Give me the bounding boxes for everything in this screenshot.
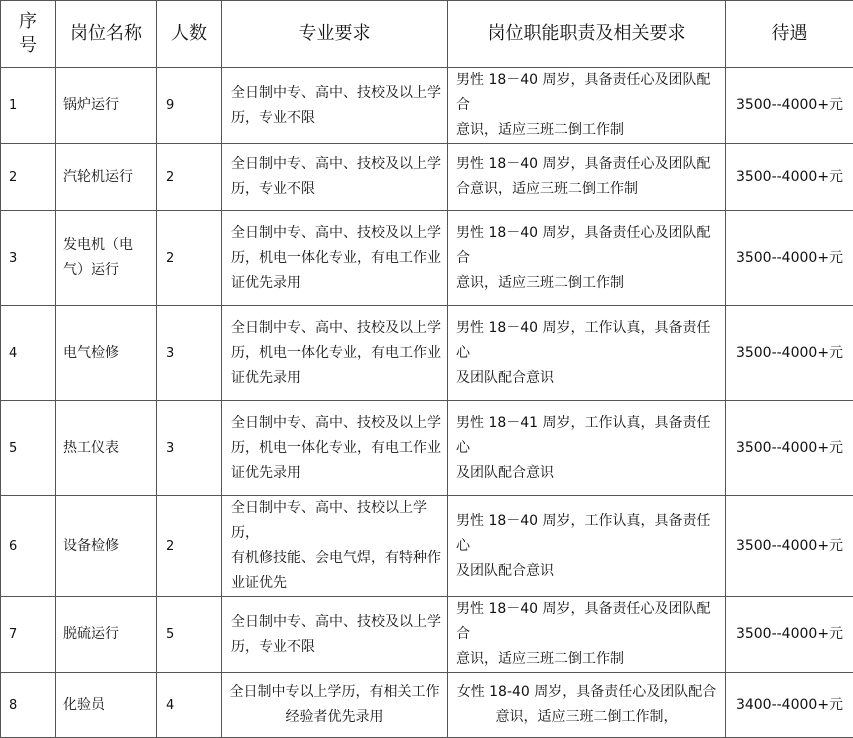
cell-duty: 女性 18-40 周岁，具备责任心及团队配合 意识，适应三班二倒工作制，	[448, 673, 726, 738]
cell-count: 2	[157, 496, 222, 597]
cell-no: 3	[1, 211, 56, 306]
cell-pay: 3500--4000+元	[726, 68, 853, 144]
table-header-row	[1, 1, 853, 68]
cell-duty: 男性 18－40 周岁，具备责任心及团队配合 意识，适应三班二倒工作制	[448, 597, 726, 673]
cell-major: 全日制中专、高中、技校以上学历， 有机修技能、会电气焊，有特种作 业证优先	[222, 496, 448, 597]
header-pay: 待遇	[726, 1, 853, 68]
table-row	[1, 673, 853, 738]
cell-major: 全日制中专、高中、技校及以上学 历，专业不限	[222, 597, 448, 673]
cell-title: 热工仪表	[56, 401, 157, 496]
cell-no: 7	[1, 597, 56, 673]
cell-no: 5	[1, 401, 56, 496]
cell-major: 全日制中专、高中、技校及以上学 历，机电一体化专业，有电工作业 证优先录用	[222, 306, 448, 401]
cell-title: 设备检修	[56, 496, 157, 597]
table-row	[1, 401, 853, 496]
table-row	[1, 597, 853, 673]
header-title: 岗位名称	[56, 1, 157, 68]
cell-title: 发电机（电 气）运行	[56, 211, 157, 306]
cell-pay: 3500--4000+元	[726, 144, 853, 211]
header-no: 序 号	[1, 1, 56, 68]
cell-duty: 男性 18－40 周岁，具备责任心及团队配合 意识，适应三班二倒工作制	[448, 68, 726, 144]
cell-major: 全日制中专、高中、技校及以上学 历，机电一体化专业，有电工作业 证优先录用	[222, 211, 448, 306]
cell-title: 汽轮机运行	[56, 144, 157, 211]
cell-pay: 3500--4000+元	[726, 401, 853, 496]
cell-major: 全日制中专、高中、技校及以上学 历，专业不限	[222, 144, 448, 211]
header-duty: 岗位职能职责及相关要求	[448, 1, 726, 68]
cell-pay: 3500--4000+元	[726, 306, 853, 401]
table-row	[1, 68, 853, 144]
cell-count: 9	[157, 68, 222, 144]
cell-count: 5	[157, 597, 222, 673]
cell-no: 1	[1, 68, 56, 144]
cell-major: 全日制中专、高中、技校及以上学 历，机电一体化专业，有电工作业 证优先录用	[222, 401, 448, 496]
cell-pay: 3400--4000+元	[726, 673, 853, 738]
cell-no: 6	[1, 496, 56, 597]
table-row	[1, 211, 853, 306]
cell-title: 化验员	[56, 673, 157, 738]
cell-count: 3	[157, 306, 222, 401]
cell-no: 4	[1, 306, 56, 401]
table-row	[1, 496, 853, 597]
header-major: 专业要求	[222, 1, 448, 68]
cell-title: 锅炉运行	[56, 68, 157, 144]
cell-count: 4	[157, 673, 222, 738]
cell-duty: 男性 18－41 周岁，工作认真，具备责任心 及团队配合意识	[448, 401, 726, 496]
table-row	[1, 306, 853, 401]
cell-duty: 男性 18－40 周岁，具备责任心及团队配 合意识，适应三班二倒工作制	[448, 144, 726, 211]
cell-pay: 3500--4000+元	[726, 496, 853, 597]
cell-count: 2	[157, 144, 222, 211]
header-count: 人数	[157, 1, 222, 68]
cell-pay: 3500--4000+元	[726, 597, 853, 673]
cell-pay: 3500--4000+元	[726, 211, 853, 306]
cell-title: 电气检修	[56, 306, 157, 401]
cell-duty: 男性 18－40 周岁，具备责任心及团队配合 意识，适应三班二倒工作制	[448, 211, 726, 306]
cell-title: 脱硫运行	[56, 597, 157, 673]
cell-major: 全日制中专以上学历，有相关工作 经验者优先录用	[222, 673, 448, 738]
cell-count: 3	[157, 401, 222, 496]
cell-no: 2	[1, 144, 56, 211]
cell-duty: 男性 18－40 周岁，工作认真，具备责任心 及团队配合意识	[448, 496, 726, 597]
cell-duty: 男性 18－40 周岁，工作认真，具备责任心 及团队配合意识	[448, 306, 726, 401]
cell-count: 2	[157, 211, 222, 306]
table-row	[1, 144, 853, 211]
cell-no: 8	[1, 673, 56, 738]
cell-major: 全日制中专、高中、技校及以上学 历，专业不限	[222, 68, 448, 144]
